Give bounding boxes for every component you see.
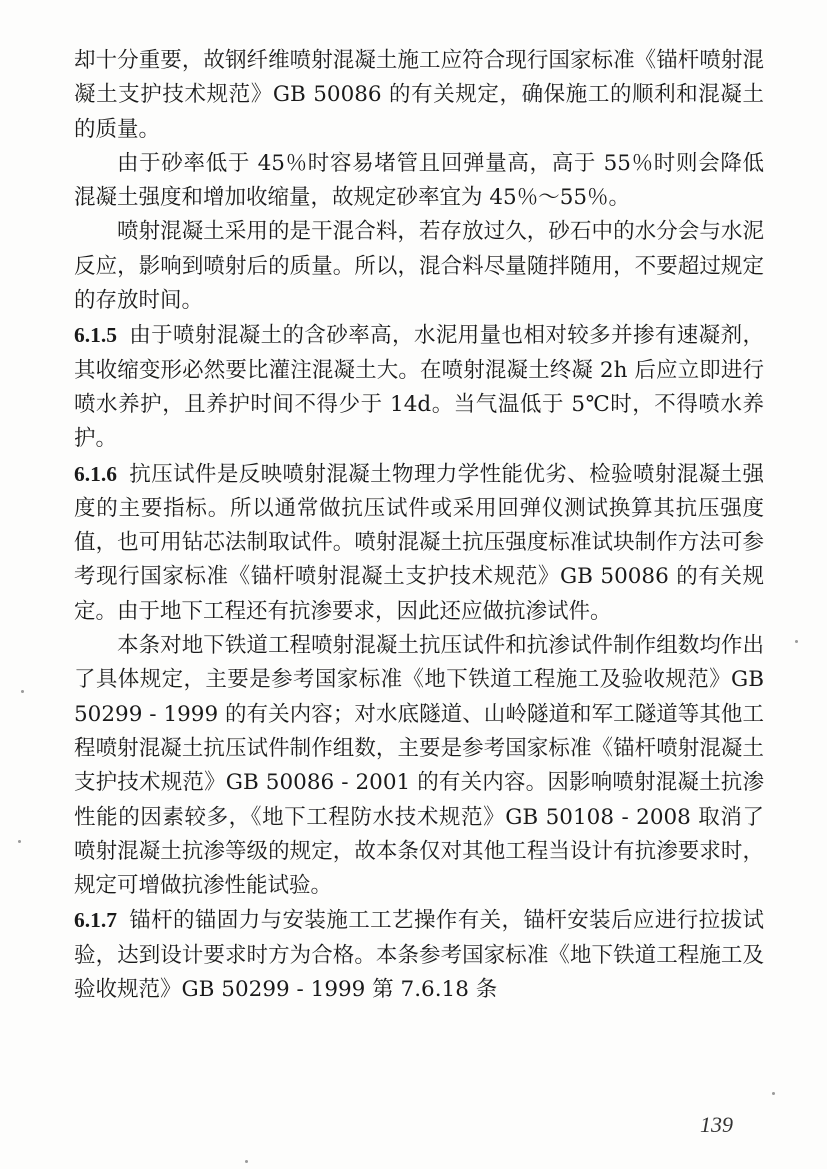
clause-6-1-6 [74, 457, 764, 629]
paragraph-1 [74, 44, 764, 147]
paragraph-text: 本条对地下铁道工程喷射混凝土抗压试件和抗渗试件制作组数均作出了具体规定，主要是参考国家标准《地下铁道工程施工及验收规范》GB 50299 - 1999 的有关内容；对水底隧道、山岭隧道和军工隧道等其他工程喷射混凝土抗压试件制作组数，主要是参考国家标准《锚杆喷射混凝土支护技术规范》GB 50086 - 2001 的有关内容。因影响喷射混凝土抗渗性能的因素较多，《地下工程防水技术规范》GB 50108 - 2008 取消了喷射混凝土抗渗等级的规定，故本条仅对其他工程当设计有抗渗要求时，规定可增做抗渗性能试验。 [74, 633, 764, 899]
paragraph-text: 喷射混凝土采用的是干混合料，若存放过久，砂石中的水分会与水泥反应，影响到喷射后的质量。所以，混合料尽量随拌随用，不要超过规定的存放时间。 [74, 219, 764, 314]
scan-speck [18, 840, 21, 843]
scan-speck [795, 640, 798, 643]
clause-6-1-7 [74, 903, 764, 1007]
clause-number: 6.1.7 [74, 908, 117, 933]
paragraph-text: 锚杆的锚固力与安装施工工艺操作有关，锚杆安装后应进行拉拔试验，达到设计要求时方为合格。本条参考国家标准《地下铁道工程施工及验收规范》GB 50299 - 1999 第 7.6.18 条 [74, 908, 764, 1003]
scan-speck [21, 690, 24, 693]
paragraph-text: 由于喷射混凝土的含砂率高，水泥用量也相对较多并掺有速凝剂，其收缩变形必然要比灌注混凝土大。在喷射混凝土终凝 2h 后应立即进行喷水养护，且养护时间不得少于 14d。当气温低于 5℃时，不得喷水养护。 [74, 323, 764, 452]
paragraph-3 [74, 215, 764, 318]
body-text [74, 44, 764, 1007]
paragraph-text: 却十分重要，故钢纤维喷射混凝土施工应符合现行国家标准《锚杆喷射混凝土支护技术规范》GB 50086 的有关规定，确保施工的顺利和混凝土的质量。 [74, 48, 764, 142]
paragraph-6 [74, 629, 764, 903]
clause-number: 6.1.6 [74, 461, 117, 486]
scan-speck [245, 1160, 248, 1163]
clause-6-1-5 [74, 318, 764, 456]
scan-speck [772, 1092, 775, 1095]
page-number: 139 [700, 1112, 733, 1137]
paragraph-text: 抗压试件是反映喷射混凝土物理力学性能优劣、检验喷射混凝土强度的主要指标。所以通常做抗压试件或采用回弹仪测试换算其抗压强度值，也可用钻芯法制取试件。喷射混凝土抗压强度标准试块制作方法可参考现行国家标准《锚杆喷射混凝土支护技术规范》GB 50086 的有关规定。由于地下工程还有抗渗要求，因此还应做抗渗试件。 [74, 461, 764, 624]
paragraph-text: 由于砂率低于 45％时容易堵管且回弹量高，高于 55％时则会降低混凝土强度和增加收缩量，故规定砂率宜为 45％～55％。 [74, 150, 764, 211]
paragraph-2 [74, 147, 764, 216]
clause-number: 6.1.5 [74, 323, 117, 348]
